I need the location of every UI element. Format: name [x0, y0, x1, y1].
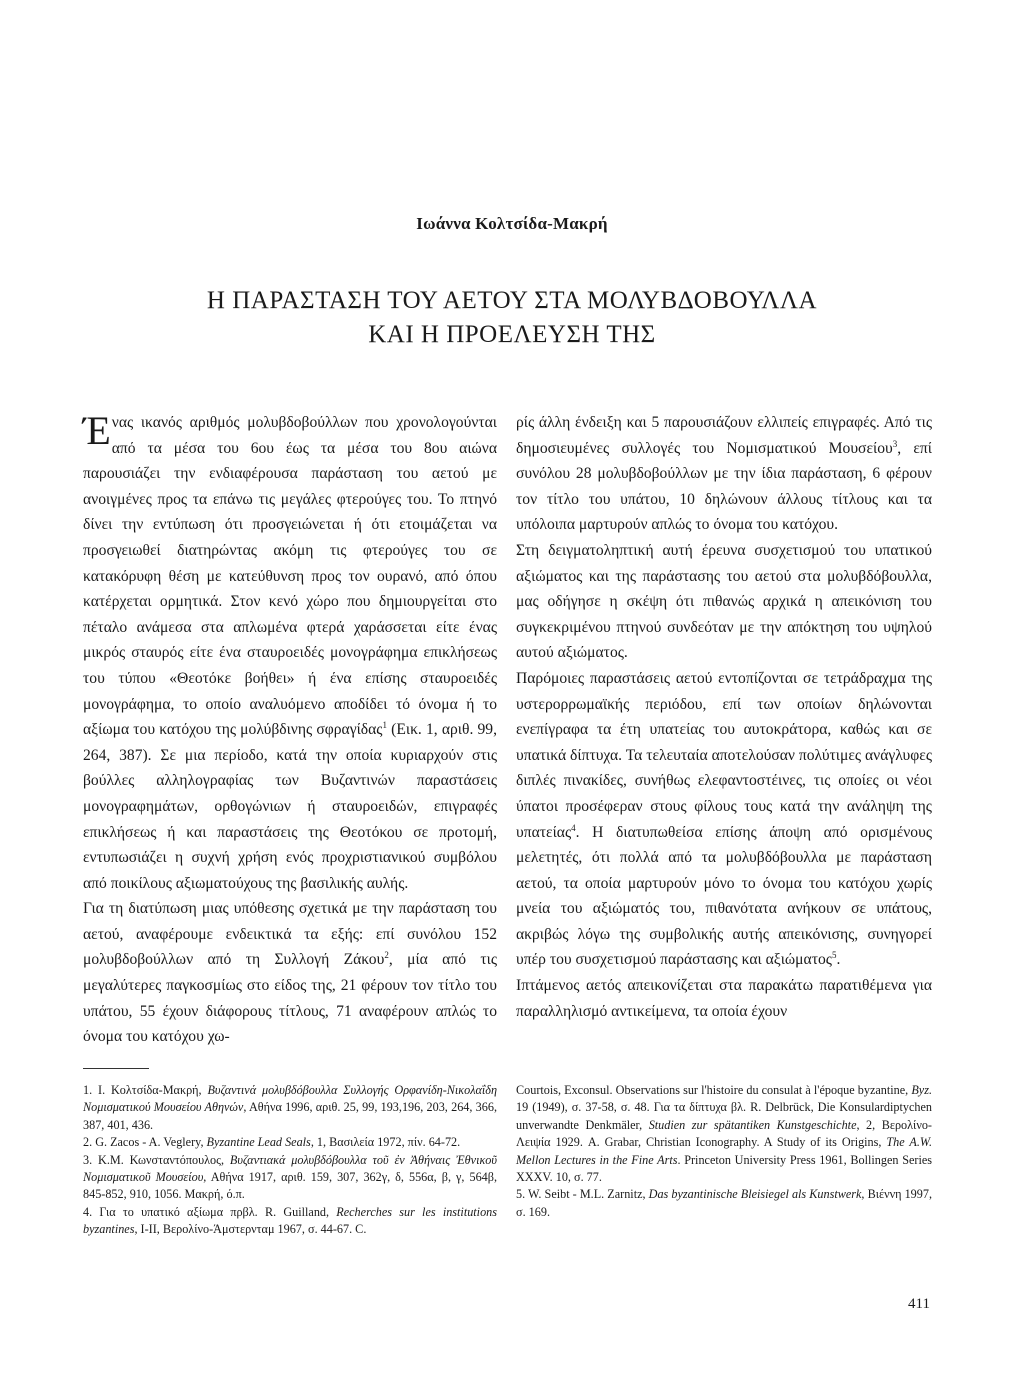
footnote-ref: 1	[382, 719, 387, 730]
footnote-ref: 4	[571, 822, 576, 833]
footnote-ref: 5	[831, 950, 837, 961]
paragraph: ρίς άλλη ένδειξη και 5 παρουσιάζουν ελλιπείς επιγραφές. Από τις δημοσιευμένες συλλογές του Νομισματικού Μουσείου$^3$, επί συνόλου 28 μολυβδοβούλλων με την ίδια παράσταση, 6 φέρουν τον τίτλο του υπάτου, 10 δηλώνουν άλλους τίτλους και τα υπόλοιπα μαρτυρούν απλώς το όνομα του κατόχου.	[516, 414, 932, 534]
footnote-3: 3. Κ.Μ. Κωνσταντόπουλος, Βυζαντιακά μολυβδόβουλλα τοῦ ἐν Ἀθήναις Ἐθνικοῦ Νομισματικοῦ Μουσείου, Αθήνα 1917, αριθ. 159, 307, 362γ, δ, 556α, β, γ, 564β, 845-852, 910, 1056. Μακρή, ό.π.	[83, 1152, 498, 1202]
footnotes-left	[83, 1082, 497, 1239]
paragraph: Ιπτάμενος αετός απεικονίζεται στα παρακάτω παρατιθέμενα για παραλληλισμό αντικείμενα, τα οποία έχουν	[516, 977, 932, 1020]
footnote-5: 5. W. Seibt - M.L. Zarnitz, Das byzantinische Bleisiegel als Kunstwerk, Βιέννη 1997, σ. 169.	[516, 1187, 932, 1219]
page-number: 411	[908, 1296, 930, 1312]
paragraph: Στη δειγματοληπτική αυτή έρευνα συσχετισμού του υπατικού αξιώματος και της παράστασης του αετού στα μολυβδόβουλλα, μας οδήγησε η σκέψη ότι πιθανώς αρχικά η απεικόνιση του συγκεκριμένου πτηνού συνδεόταν με την απόκτηση του υψηλού αυτού αξιώματος.	[516, 541, 932, 662]
paragraph: Παρόμοιες παραστάσεις αετού εντοπίζονται σε τετράδραχμα της υστερορρωμαϊκής περιόδου, επί των οποίων δηλώνονται ενεπίγραφα τα έτη υπατείας του αυτοκράτορα, καθώς και σε υπατικά δίπτυχα. Τα τελευταία αποτελούσαν πολύτιμες ανάγλυφες διπλές πινακίδες, συνήθως ελεφαντοστέινες, τις οποίες οι νέοι ύπατοι προσέφεραν στους φίλους τους κατά την ανάληψη της υπατείας$^4$. Η διατυπωθείσα επίσης άποψη από ορισμένους μελετητές, ότι πολλά από τα μολυβδόβουλλα με παράσταση αετού, τα οποία μαρτυρούν μόνο το όνομα του κατόχου χωρίς μνεία του αξιώματός του, πιθανότατα ανήκουν σε υπάτους, ακριβώς λόγω της συμβολικής αυτής απεικόνισης, συνηγορεί υπέρ του συσχετισμού παράστασης και αξιώματος$^5$.	[516, 669, 932, 969]
footnote-1: 1. Ι. Κολτσίδα-Μακρή, Βυζαντινά μολυβδόβουλλα Συλλογής Ορφανίδη-Νικολαΐδη Νομισματικού Μουσείου Αθηνών, Αθήνα 1996, αριθ. 25, 99, 193,196, 203, 264, 366, 387, 401, 436.	[83, 1083, 497, 1132]
footnotes-right	[516, 1082, 932, 1221]
footnote-divider	[83, 1068, 149, 1069]
footnote-ref: 3	[892, 438, 898, 449]
title-line-2: ΚΑΙ Η ΠΡΟΕΛΕΥΣΗ ΤΗΣ	[368, 321, 656, 348]
paragraph: Ένας ικανός αριθμός μολυβδοβούλλων που χρονολογούνται από τα μέσα του 6ου έως τα μέσα του 8ου αιώνα παρουσιάζει την ενδιαφέρουσα παράσταση του αετού με ανοιγμένες προς τα επάνω τις μεγάλες φτερούγες του. Το πτηνό δίνει την εντύπωση ότι προσγειώνεται ή ότι ετοιμάζεται να προσγειωθεί διατηρώντας ακόμη τις φτερούγες του σε κατακόρυφη θέση με κατεύθυνση προς τον ουρανό, από όπου κατέρχεται ορμητικά. Στον κενό χώρο που δημιουργείται στο πέταλο ανάμεσα στα απλωμένα φτερά χαράσσεται είτε ένας μικρός σταυρός είτε ένα σταυροειδές μονογράφημα επικλήσεως του τύπου «Θεοτόκε βοήθει» ή ένα επίσης σταυροειδές μονογράφημα, το οποίο αναλυόμενο αποδίδει τό όνομα ή το αξίωμα του κατόχου της μολύβδινης σφραγίδας$^1$ (Εικ. 1, αριθ. 99, 264, 387). Σε μια περίοδο, κατά την οποία κυριαρχούν στις βούλλες αλληλογραφίας των Βυζαντινών παραστάσεις μονογραφημάτων, ορθογώνιων ή σταυροειδών, επιγραφές επικλήσεως ή και παραστάσεις της Θεοτόκου σε προτομή, εντυπωσιάζει η συχνή χρήση ενός προχριστιανικού συμβόλου από ποικίλους αξιωματούχους της βασιλικής αυλής.	[83, 408, 498, 892]
body-column-left	[83, 410, 497, 1050]
footnote-4-continued: Courtois, Exconsul. Observations sur l'histoire du consulat à l'époque byzantine, Byz. 19 (1949), σ. 37-58, σ. 48. Για τα δίπτυχα βλ. R. Delbrück, Die Konsulardiptychen unverwandte Denkmäler, Studien zur spätantiken Kunstgeschichte, 2, Βερολίνο-Λειψία 1929. A. Grabar, Christian Iconography. A Study of its Origins, The A.W. Mellon Lectures in the Fine Arts. Princeton University Press 1961, Bollingen Series XXXV. 10, σ. 77.	[516, 1083, 932, 1185]
footnote-4: 4. Για το υπατικό αξίωμα πρβλ. R. Guilland, Recherches sur les institutions byzantines, I-II, Βερολίνο-Άμστερνταμ 1967, σ. 44-67. C.	[83, 1204, 497, 1237]
title-line-1: Η ΠΑΡΑΣΤΑΣΗ ΤΟΥ ΑΕΤΟΥ ΣΤΑ ΜΟΛΥΒΔΟΒΟΥΛΛΑ	[206, 287, 818, 314]
article-title	[0, 284, 1024, 352]
drop-cap: Έ	[83, 408, 111, 453]
author-name: Ιωάννα Κολτσίδα-Μακρή	[416, 214, 608, 233]
body-column-right	[516, 410, 932, 1024]
paragraph: Για τη διατύπωση μιας υπόθεσης σχετικά με την παράσταση του αετού, αναφέρουμε ενδεικτικά τα εξής: επί συνόλου 152 μολυβδοβούλλων από τη Συλλογή Ζάκου$^2$, μία από τις μεγαλύτερες παγκοσμίως στο είδος της, 21 φέρουν τον τίτλο του υπάτου, 55 έχουν διάφορους τίτλους, 71 αναφέρουν απλώς το όνομα του κατόχου χω-	[83, 900, 498, 1046]
footnote-2: 2. G. Zacos - A. Veglery, Byzantine Lead Seals, 1, Βασιλεία 1972, πίν. 64-72.	[83, 1135, 461, 1150]
footnote-ref: 2	[384, 950, 389, 961]
